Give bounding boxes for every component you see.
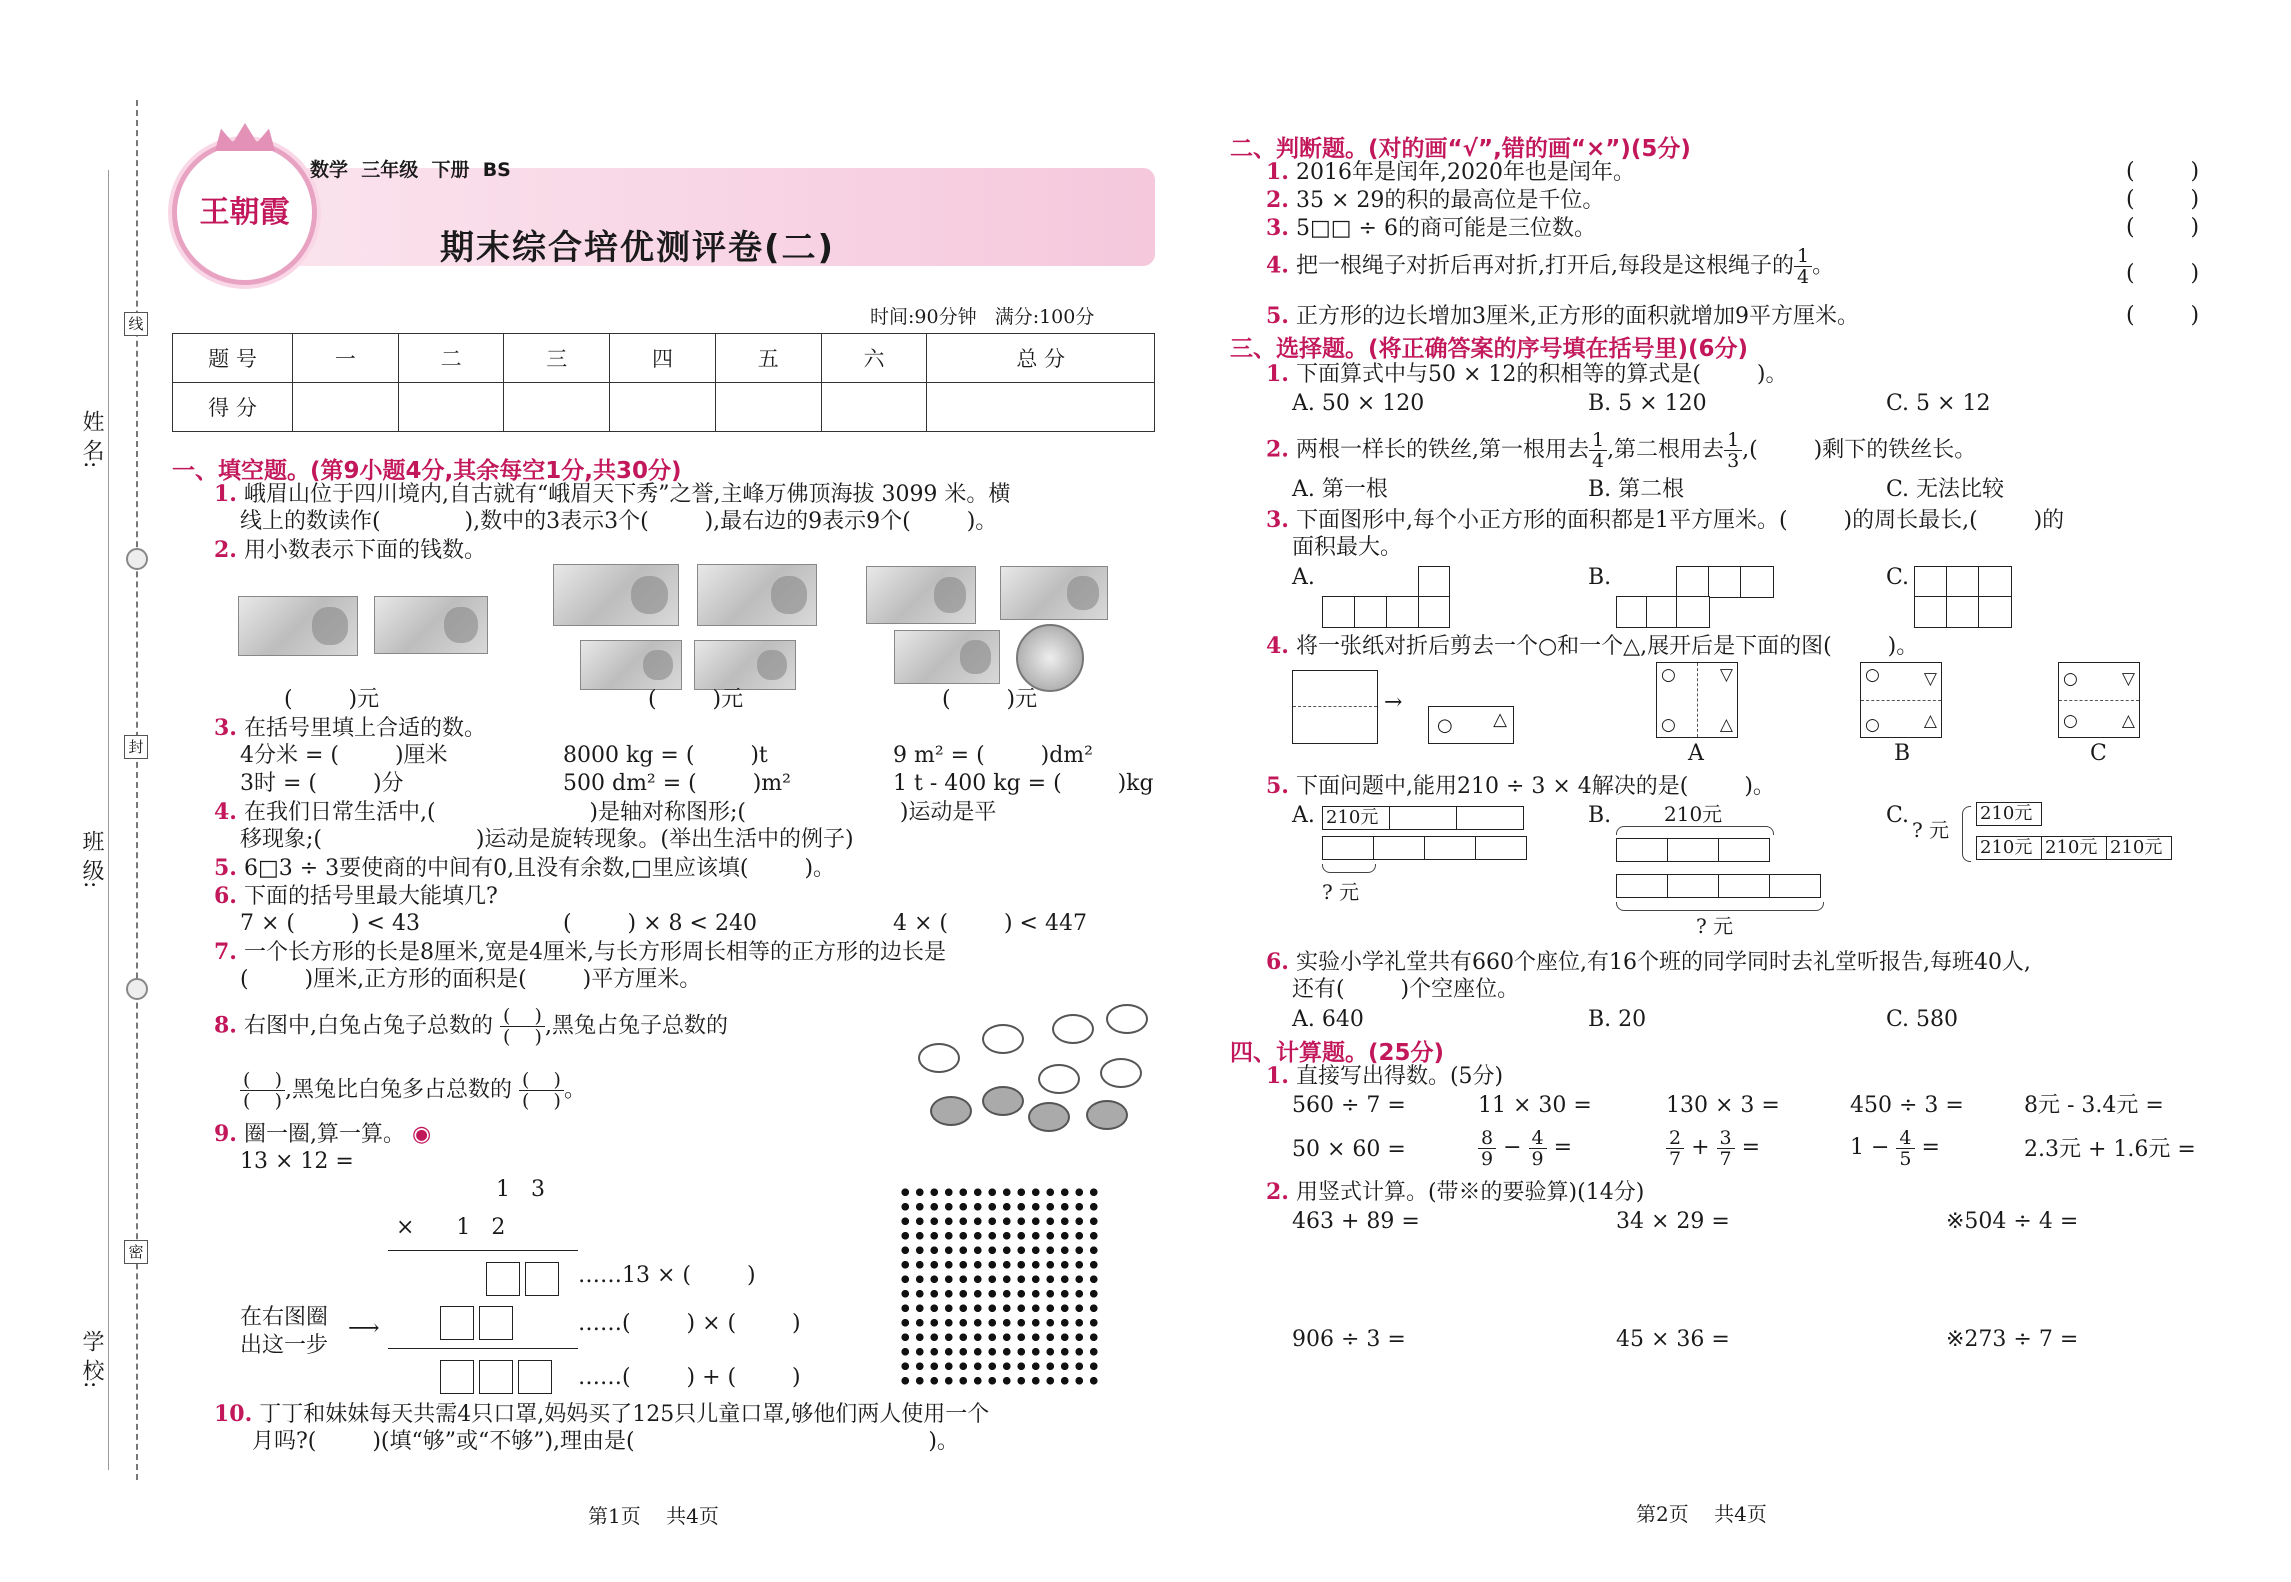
bar-segment-labeled: 210元 bbox=[1976, 802, 2042, 826]
q1-7-line1: 7. 一个长方形的长是8厘米,宽是4厘米,与长方形周长相等的正方形的边长是 bbox=[214, 939, 946, 965]
choice-q5-unknown-c: ? 元 bbox=[1912, 818, 1950, 842]
digit-box[interactable] bbox=[479, 1360, 513, 1394]
q1-10-line1: 10. 丁丁和妹妹每天共需4只口罩,妈妈买了125只儿童口罩,够他们两人使用一个 bbox=[214, 1401, 990, 1427]
score-cell-header: 六 bbox=[821, 334, 927, 383]
choice-q5-unknown-a: ? 元 bbox=[1322, 880, 1360, 904]
choice-q6-opt-b[interactable]: B. 20 bbox=[1588, 1007, 1647, 1032]
choice-q4-opt-b[interactable]: B bbox=[1894, 741, 1911, 766]
subject-line: 数学 三年级 下册 BS bbox=[310, 159, 511, 181]
banknote-image bbox=[374, 596, 488, 654]
q1-7-line2: ( )厘米,正方形的面积是( )平方厘米。 bbox=[240, 967, 702, 992]
q1-9-side-label-1: 在右图圈 bbox=[240, 1305, 329, 1330]
bar-segment bbox=[1718, 838, 1770, 862]
page-footer-right: 第2页 共4页 bbox=[1636, 1502, 1767, 1526]
choice-q3-line1: 3. 下面图形中,每个小正方形的面积都是1平方厘米。( )的周长最长,( )的 bbox=[1266, 507, 2065, 533]
section-3-title: 三、选择题。(将正确答案的序号填在括号里)(6分) bbox=[1230, 336, 1749, 362]
score-cell-input[interactable] bbox=[504, 383, 610, 432]
section-2-title: 二、判断题。(对的画“√”,错的画“×”)(5分) bbox=[1230, 136, 1691, 162]
white-rabbit-icon bbox=[918, 1043, 960, 1073]
q1-9-row2-hint: ……( ) × ( ) bbox=[578, 1311, 801, 1336]
vertical-calc-item: 906 ÷ 3 = bbox=[1292, 1327, 1406, 1352]
bar-segment bbox=[1718, 874, 1770, 898]
answer-boxes-1 bbox=[486, 1262, 559, 1296]
arrow-icon: → bbox=[1384, 690, 1403, 715]
dot-array-image bbox=[898, 1185, 1102, 1389]
black-rabbit-icon bbox=[930, 1096, 972, 1126]
page-footer-left: 第1页 共4页 bbox=[588, 1504, 719, 1528]
bar-segment-labeled: 210元 bbox=[1976, 836, 2042, 860]
banknote-image bbox=[580, 640, 682, 690]
score-cell-header: 总 分 bbox=[927, 334, 1155, 383]
q1-9-digits-top: 1 3 bbox=[496, 1177, 545, 1202]
binding-mark-seal: 封 bbox=[124, 735, 148, 759]
judge-item-3: 3. 5□□ ÷ 6的商可能是三位数。 bbox=[1266, 215, 1596, 241]
banknote-image bbox=[694, 640, 796, 690]
calc-item: 2.3元 + 1.6元 = bbox=[2024, 1137, 2196, 1162]
vertical-calc-item: 463 + 89 = bbox=[1292, 1209, 1420, 1234]
calc-item: 11 × 30 = bbox=[1478, 1093, 1592, 1118]
score-cell-header: 五 bbox=[715, 334, 821, 383]
white-rabbit-icon bbox=[982, 1024, 1024, 1054]
choice-q5-opt-a[interactable]: A. bbox=[1292, 803, 1315, 828]
digit-box[interactable] bbox=[518, 1360, 552, 1394]
choice-q2-opt-a[interactable]: A. 第一根 bbox=[1292, 477, 1388, 502]
score-cell-input[interactable] bbox=[293, 383, 399, 432]
answer-boxes-2 bbox=[440, 1306, 513, 1340]
calc-item: 8元 - 3.4元 = bbox=[2024, 1093, 2164, 1118]
q1-9: 9. 圈一圈,算一算。 ◉ bbox=[214, 1121, 432, 1147]
judge-answer-blank[interactable]: ( ) bbox=[2126, 215, 2200, 240]
binding-solid-line bbox=[108, 170, 109, 1470]
q1-3-item: 4分米 = ( )厘米 bbox=[240, 743, 448, 768]
choice-q4: 4. 将一张纸对折后剪去一个○和一个△,展开后是下面的图( )。 bbox=[1266, 633, 1919, 659]
choice-q4-opt-c[interactable]: C bbox=[2090, 741, 2107, 766]
bar-segment bbox=[1769, 874, 1821, 898]
vertical-calc-item: ※273 ÷ 7 = bbox=[1946, 1327, 2079, 1352]
q1-3-item: 3时 = ( )分 bbox=[240, 771, 404, 796]
bar-segment bbox=[1389, 806, 1457, 830]
binding-mark-secret: 密 bbox=[124, 1240, 148, 1264]
score-cell-input[interactable] bbox=[398, 383, 504, 432]
q1-9-row1-hint: ……13 × ( ) bbox=[578, 1263, 756, 1288]
digit-box[interactable] bbox=[440, 1360, 474, 1394]
score-table bbox=[172, 333, 1155, 432]
page-title: 期末综合培优测评卷(二) bbox=[440, 228, 836, 268]
brand-name: 王朝霞 bbox=[199, 195, 290, 230]
binding-hole-icon bbox=[126, 978, 148, 1000]
calc-q2: 2. 用竖式计算。(带※的要验算)(14分) bbox=[1266, 1179, 1645, 1205]
judge-answer-blank[interactable]: ( ) bbox=[2126, 303, 2200, 328]
brace-line bbox=[1616, 902, 1824, 911]
exam-time-score: 时间:90分钟 满分:100分 bbox=[870, 306, 1095, 328]
calc-item: 50 × 60 = bbox=[1292, 1137, 1406, 1162]
choice-q1: 1. 下面算式中与50 × 12的积相等的算式是( )。 bbox=[1266, 361, 1788, 387]
unfolded-figure-c: ○ ▽ ○ △ bbox=[2058, 662, 2140, 738]
score-cell-input[interactable] bbox=[610, 383, 716, 432]
judge-answer-blank[interactable]: ( ) bbox=[2126, 187, 2200, 212]
q1-2-answer-a: ( )元 bbox=[284, 687, 380, 712]
bar-segment bbox=[1475, 836, 1527, 860]
q1-1-line1: 1. 峨眉山位于四川境内,自古就有“峨眉天下秀”之誉,主峰万佛顶海拔 3099 米。横 bbox=[214, 481, 1011, 507]
q1-8-line2: $\frac{( )}{( )}$ ,黑兔比白兔多占总数的 $\frac{( )}{( )}$ 。 bbox=[240, 1070, 586, 1111]
digit-box[interactable] bbox=[479, 1306, 513, 1340]
choice-q6-opt-a[interactable]: A. 640 bbox=[1292, 1007, 1364, 1032]
choice-q5-b-top-label: 210元 bbox=[1664, 802, 1723, 826]
calc-item-fraction: $\frac{2}{7}$ + $\frac{3}{7}$ = bbox=[1666, 1118, 1760, 1178]
black-rabbit-icon bbox=[1028, 1102, 1070, 1132]
q1-5: 5. 6□3 ÷ 3要使商的中间有0,且没有余数,□里应该填( )。 bbox=[214, 855, 836, 881]
choice-q6-line1: 6. 实验小学礼堂共有660个座位,有16个班的同学同时去礼堂听报告,每班40人, bbox=[1266, 949, 2031, 975]
q1-6-item: ( ) × 8 < 240 bbox=[563, 911, 757, 936]
choice-q4-opt-a[interactable]: A bbox=[1688, 741, 1704, 766]
choice-q5-unknown-b: ? 元 bbox=[1696, 914, 1734, 938]
digit-box[interactable] bbox=[486, 1262, 520, 1296]
score-cell-header: 二 bbox=[398, 334, 504, 383]
choice-q3-opt-c[interactable]: C. bbox=[1886, 565, 1910, 590]
q1-9-expression: 13 × 12 = bbox=[240, 1149, 354, 1174]
brace-line bbox=[1322, 864, 1376, 873]
folded-paper-figure: ○ △ bbox=[1428, 706, 1514, 744]
q1-3-item: 1 t - 400 kg = ( )kg bbox=[893, 771, 1154, 796]
bar-segment bbox=[1424, 836, 1476, 860]
vertical-calc-line bbox=[388, 1250, 578, 1251]
bar-segment-labeled: 210元 bbox=[1322, 806, 1390, 830]
vertical-calc-item: 45 × 36 = bbox=[1616, 1327, 1730, 1352]
brace-line bbox=[1616, 826, 1774, 835]
q1-3: 3. 在括号里填上合适的数。 bbox=[214, 715, 486, 741]
brand-logo bbox=[172, 140, 317, 285]
blank-fraction[interactable]: $\frac{( )}{( )}$ bbox=[519, 1070, 564, 1111]
q1-2-answer-b: ( )元 bbox=[648, 687, 744, 712]
binding-dashed-line bbox=[136, 100, 138, 1480]
judge-item-1: 1. 2016年是闰年,2020年也是闰年。 bbox=[1266, 159, 1635, 185]
judge-item-4: 4. 把一根绳子对折后再对折,打开后,每段是这根绳子的 $\frac{1}{4}$ 。 bbox=[1266, 245, 1835, 288]
black-rabbit-icon bbox=[1086, 1100, 1128, 1130]
white-rabbit-icon bbox=[1100, 1058, 1142, 1088]
digit-box[interactable] bbox=[525, 1262, 559, 1296]
score-cell-header: 三 bbox=[504, 334, 610, 383]
choice-q3-line2: 面积最大。 bbox=[1292, 535, 1403, 560]
vertical-calc-line bbox=[388, 1348, 578, 1349]
bar-segment bbox=[1456, 806, 1524, 830]
judge-item-5: 5. 正方形的边长增加3厘米,正方形的面积就增加9平方厘米。 bbox=[1266, 303, 1859, 329]
choice-q5: 5. 下面问题中,能用210 ÷ 3 × 4解决的是( )。 bbox=[1266, 773, 1775, 799]
score-cell-input[interactable] bbox=[715, 383, 821, 432]
unfolded-figure-b: ○ ▽ ○ △ bbox=[1860, 662, 1942, 738]
q1-8-line1: 8. 右图中,白兔占兔子总数的 $\frac{( )}{( )}$ ,黑兔占兔子总数的 bbox=[214, 1005, 728, 1048]
black-rabbit-icon bbox=[982, 1086, 1024, 1116]
section-1-title: 一、填空题。(第9小题4分,其余每空1分,共30分) bbox=[172, 458, 682, 484]
binding-hole-icon bbox=[126, 548, 148, 570]
section-4-title: 四、计算题。(25分) bbox=[1230, 1040, 1445, 1066]
q1-9-digits-mult: × 1 2 bbox=[396, 1215, 506, 1240]
white-rabbit-icon bbox=[1106, 1004, 1148, 1034]
choice-q6-opt-c[interactable]: C. 580 bbox=[1886, 1007, 1959, 1032]
judge-answer-blank[interactable]: ( ) bbox=[2126, 261, 2200, 286]
judge-answer-blank[interactable]: ( ) bbox=[2126, 159, 2200, 184]
score-cell-header: 题 号 bbox=[173, 334, 293, 383]
bar-segment bbox=[1667, 838, 1719, 862]
answer-boxes-3 bbox=[440, 1360, 552, 1394]
q1-3-item: 500 dm² = ( )m² bbox=[563, 771, 791, 796]
choice-q2-opt-b[interactable]: B. 第二根 bbox=[1588, 477, 1685, 502]
q1-3-item: 9 m² = ( )dm² bbox=[893, 743, 1093, 768]
video-icon: ◉ bbox=[411, 1122, 432, 1147]
q1-6: 6. 下面的括号里最大能填几? bbox=[214, 883, 498, 909]
q1-2: 2. 用小数表示下面的钱数。 bbox=[214, 537, 486, 563]
blank-fraction[interactable]: $\frac{( )}{( )}$ bbox=[240, 1070, 285, 1111]
q1-6-item: 4 × ( ) < 447 bbox=[893, 911, 1087, 936]
crown-icon bbox=[215, 123, 275, 151]
banknote-image bbox=[697, 564, 817, 626]
q1-10-line2: 月吗?( )(填“够”或“不够”),理由是( )。 bbox=[252, 1429, 959, 1454]
score-cell-input[interactable] bbox=[821, 383, 927, 432]
bar-segment-labeled: 210元 bbox=[2106, 836, 2172, 860]
bar-segment bbox=[1616, 838, 1668, 862]
vertical-calc-item: 34 × 29 = bbox=[1616, 1209, 1730, 1234]
banknote-image bbox=[866, 566, 976, 624]
q1-4-line1: 4. 在我们日常生活中,( )是轴对称图形;( )运动是平 bbox=[214, 799, 997, 825]
choice-q5-opt-b[interactable]: B. bbox=[1588, 803, 1612, 828]
calc-q1: 1. 直接写出得数。(5分) bbox=[1266, 1063, 1504, 1089]
calc-item: 130 × 3 = bbox=[1666, 1093, 1780, 1118]
choice-q1-opt-b[interactable]: B. 5 × 120 bbox=[1588, 391, 1707, 416]
choice-q1-opt-c[interactable]: C. 5 × 12 bbox=[1886, 391, 1991, 416]
q1-2-answer-c: ( )元 bbox=[942, 687, 1038, 712]
calc-item: 450 ÷ 3 = bbox=[1850, 1093, 1964, 1118]
bar-segment bbox=[1667, 874, 1719, 898]
q1-3-item: 8000 kg = ( )t bbox=[563, 743, 768, 768]
digit-box[interactable] bbox=[440, 1306, 474, 1340]
score-cell-header: 四 bbox=[610, 334, 716, 383]
q1-4-line2: 移现象;( )运动是旋转现象。(举出生活中的例子) bbox=[240, 827, 854, 852]
calc-item-fraction: 1 − $\frac{4}{5}$ = bbox=[1850, 1126, 1940, 1170]
binding-label-class: 班 级: bbox=[79, 830, 104, 889]
choice-q6-line2: 还有( )个空座位。 bbox=[1292, 977, 1520, 1002]
bar-segment bbox=[1322, 836, 1374, 860]
rabbits-illustration bbox=[910, 988, 1160, 1138]
bar-segment bbox=[1616, 874, 1668, 898]
arrow-icon: ⟶ bbox=[348, 1316, 380, 1341]
q1-1-line2: 线上的数读作( ),数中的3表示3个( ),最右边的9表示9个( )。 bbox=[240, 509, 998, 534]
q1-9-side-label-2: 出这一步 bbox=[240, 1333, 329, 1358]
calc-item: 560 ÷ 7 = bbox=[1292, 1093, 1406, 1118]
score-table-header-row bbox=[173, 334, 1155, 383]
binding-label-name: 姓 名: bbox=[79, 410, 104, 469]
unfolded-figure-a: ○ ▽ ○ △ bbox=[1656, 662, 1738, 738]
white-rabbit-icon bbox=[1038, 1064, 1080, 1094]
score-cell-input[interactable] bbox=[927, 383, 1155, 432]
paper-fold-figure bbox=[1292, 670, 1378, 744]
banknote-image bbox=[1000, 566, 1108, 620]
q1-9-row3-hint: ……( ) + ( ) bbox=[578, 1365, 801, 1390]
choice-q5-opt-c[interactable]: C. bbox=[1886, 803, 1910, 828]
choice-q3-opt-b[interactable]: B. bbox=[1588, 565, 1612, 590]
binding-label-school: 学 校: bbox=[79, 1330, 104, 1389]
judge-item-2: 2. 35 × 29的积的最高位是千位。 bbox=[1266, 187, 1605, 213]
score-table-score-row bbox=[173, 383, 1155, 432]
choice-q3-opt-a[interactable]: A. bbox=[1292, 565, 1315, 590]
coin-image bbox=[1016, 624, 1084, 692]
choice-q2: 2. 两根一样长的铁丝,第一根用去 $\frac{1}{4}$ ,第二根用去 $\frac{1}{3}$ ,( )剩下的铁丝长。 bbox=[1266, 429, 1977, 472]
banknote-image bbox=[553, 564, 679, 626]
choice-q2-opt-c[interactable]: C. 无法比较 bbox=[1886, 477, 2005, 502]
white-rabbit-icon bbox=[1052, 1014, 1094, 1044]
bar-segment-labeled: 210元 bbox=[2041, 836, 2107, 860]
vertical-calc-item: ※504 ÷ 4 = bbox=[1946, 1209, 2079, 1234]
q1-6-item: 7 × ( ) < 43 bbox=[240, 911, 420, 936]
calc-item-fraction: $\frac{8}{9}$ − $\frac{4}{9}$ = bbox=[1478, 1118, 1572, 1178]
bar-segment bbox=[1373, 836, 1425, 860]
banknote-image bbox=[238, 596, 358, 656]
brace-line bbox=[1962, 806, 1971, 862]
choice-q1-opt-a[interactable]: A. 50 × 120 bbox=[1292, 391, 1425, 416]
score-cell-header: 一 bbox=[293, 334, 399, 383]
blank-fraction[interactable]: $\frac{( )}{( )}$ bbox=[500, 1006, 545, 1047]
binding-mark-line: 线 bbox=[124, 312, 148, 336]
banknote-image bbox=[894, 630, 1000, 684]
score-cell-label: 得 分 bbox=[173, 383, 293, 432]
